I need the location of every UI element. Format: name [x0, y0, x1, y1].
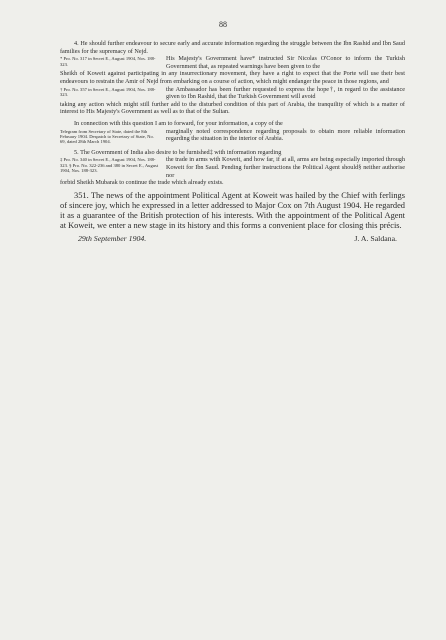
- para-351: 351. The news of the appointment Political Agent at Koweit was hailed by the Chief with ferlings of sincere joy, which he expressed in a letter addressed to Major Cox on 7th August 1904. He regarded it as a guarantee of the British protection of his interests. With the appointment of the Political Agent at Koweit, we enter a new stage in its history and this forms a convenient place for closing this précis.: [60, 190, 405, 230]
- para5-footnote: ‡ Pro. No. 340 in Secret E., August 1904, Nos. 188-323. § Pro. No. 322-236 and 380 in Secret E., August 1904, Nos. 188-323.: [60, 157, 159, 174]
- para5-text2: the trade in arms with Koweit, and how far, if at all, arms are being especially imported through Koweit for Ibn Saud. Pending further instructions the Political Agent should§ neither authorise nor: [166, 156, 405, 179]
- document-body: [60, 40, 405, 242]
- para4-text3: the Ambassador has been further requested to express the hope†, in regard to the assistance given to Ibn Rashid, that the Turkish Government will avoid: [166, 85, 405, 101]
- signature-name: J. A. Saldana.: [354, 233, 397, 243]
- para4-row2: [60, 86, 405, 101]
- para4-text2: Sheikh of Koweit against participating in any insurrectionary movement, they have a right to expect that the Porte will use their best endeavours to restrain the Amir of Nejd from embarking on a course of action, which might endanger the peace in those regions, and: [60, 70, 405, 85]
- para5-text1: 5. The Government of India also desire to be furnished‡ with information regarding: [74, 148, 282, 156]
- connection-footnote: Telegram from Secretary of State, dated the 8th February 1904. Despatch to Secretary of State, No. 69, dated 28th March 1904.: [60, 128, 154, 145]
- signature-date: 29th September 1904.: [78, 233, 147, 243]
- page-number: 88: [219, 20, 227, 29]
- para4-intro: 4. He should further endeavour to secure early and accurate information regarding the struggle between the Ibn Rashid and Ibn Saud families for the supremacy of Nejd.: [60, 40, 405, 55]
- footnote-2: † Pro. No. 357 in Secret E., August 1904, Nos. 188-323.: [60, 86, 156, 97]
- para4-text1: His Majesty's Government have* instructed Sir Nicolas O'Conor to inform the Turkish Government that, as repeated warnings have been given to the: [166, 55, 405, 70]
- para5-row: [60, 156, 405, 179]
- para5-text3: forbid Sheikh Mubarak to continue the trade which already exists.: [60, 179, 224, 187]
- connection-row: [60, 128, 405, 145]
- connection-text1: In connection with this question I am to forward, for your information, a copy of the: [74, 119, 283, 127]
- para4-text4: taking any action which might still further add to the disturbed condition of this part of Arabia, the tranquility of which is a matter of interest to His Majesty's Government as well as to that of the Sultan.: [60, 100, 405, 116]
- footnote-1: * Pro. No. 317 in Secret E., August 1904, Nos. 188-323.: [60, 56, 156, 67]
- para4-row1: [60, 55, 405, 70]
- signature-block: [60, 235, 405, 243]
- connection-text2: marginally noted correspondence regarding proposals to obtain more reliable information regarding the situation in the interior of Arabia.: [166, 127, 405, 143]
